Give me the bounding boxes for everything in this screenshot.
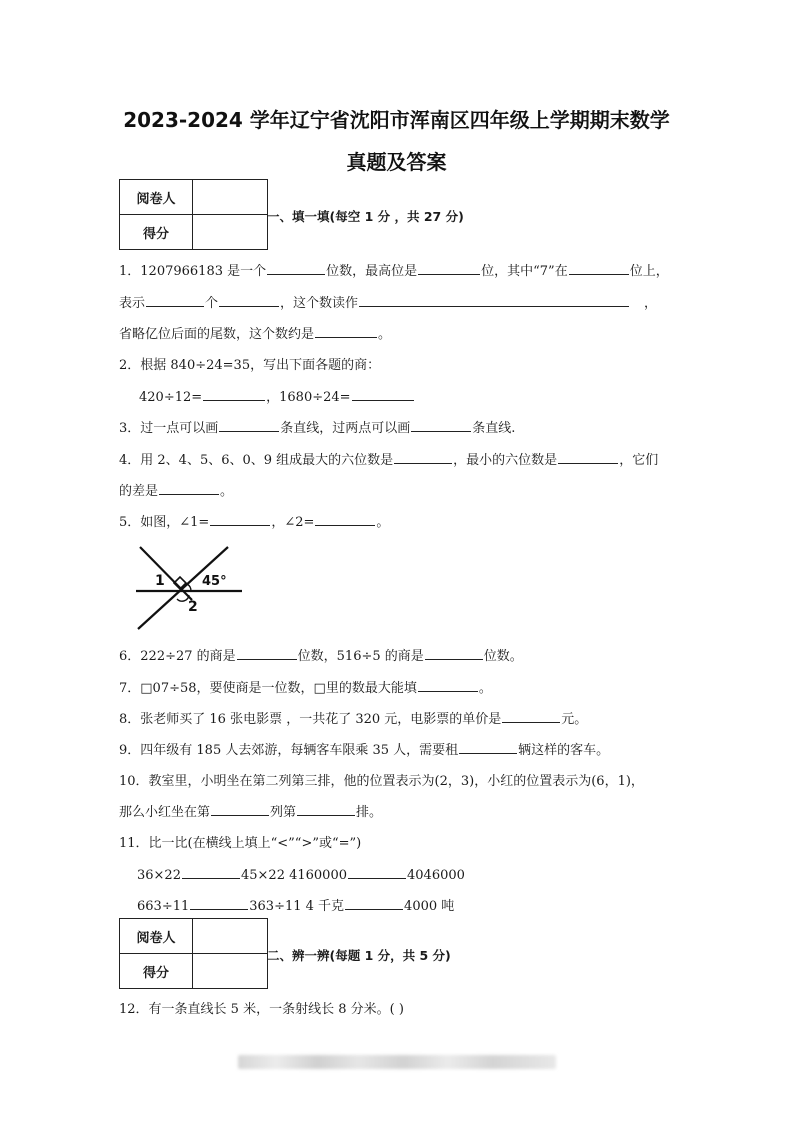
q1-text-i: 省略亿位后面的尾数，这个数约是 xyxy=(119,327,315,342)
q2-blank-1[interactable] xyxy=(203,386,265,401)
section2-title: 二、辨一辨(每题 1 分，共 5 分) xyxy=(267,948,451,963)
q1-blank-reading[interactable] xyxy=(359,292,629,307)
q5-text-c: 。 xyxy=(376,515,390,530)
document-title-line2: 真题及答案 xyxy=(346,150,447,174)
q11-row1 xyxy=(137,864,465,883)
q4-text-e: 。 xyxy=(220,484,234,499)
q1-text-g: ，这个数读作 xyxy=(280,296,359,311)
q6-line xyxy=(119,645,523,664)
q9-text-b: 辆这样的客车。 xyxy=(518,743,610,758)
q9-blank[interactable] xyxy=(459,739,517,754)
q5-text-a: 5．如图，∠1= xyxy=(119,515,210,530)
q12-line: 12．有一条直线长 5 米，一条射线长 8 分米。( ) xyxy=(119,1002,404,1017)
q4-line1 xyxy=(119,449,658,468)
q3-line xyxy=(119,417,515,436)
angle-label-2: 2 xyxy=(188,599,198,615)
q11-row1-b: 45×22 4160000 xyxy=(240,868,347,883)
score-label: 得分 xyxy=(120,215,193,250)
q3-blank-2[interactable] xyxy=(411,417,471,432)
q8-text-a: 8．张老师买了 16 张电影票 ，一共花了 320 元，电影票的单价是 xyxy=(119,712,502,727)
q11-row1-a: 36×22 xyxy=(137,868,181,883)
q11-row2-a: 663÷11 xyxy=(137,899,190,914)
document-title-line1: 2023-2024 学年辽宁省沈阳市浑南区四年级上学期期末数学 xyxy=(123,108,670,132)
q5-blank-angle1[interactable] xyxy=(210,511,270,526)
q1-text-h: ， xyxy=(644,296,658,311)
q1-blank-highest[interactable] xyxy=(418,260,480,275)
q4-text-b: ，最小的六位数是 xyxy=(453,453,558,468)
score-field[interactable] xyxy=(193,215,268,250)
q6-text-b: 位数，516÷5 的商是 xyxy=(297,649,424,664)
q6-blank-2[interactable] xyxy=(425,645,483,660)
q4-blank-max[interactable] xyxy=(394,449,452,464)
q1-blank-seven-place[interactable] xyxy=(569,260,629,275)
q3-blank-1[interactable] xyxy=(219,417,279,432)
q1-text-b: 位数，最高位是 xyxy=(326,264,418,279)
q1-blank-represents[interactable] xyxy=(146,292,204,307)
reviewer-label: 阅卷人 xyxy=(120,180,193,215)
grade-box-section2 xyxy=(119,918,268,989)
q2-text-c: ，1680÷24= xyxy=(266,390,351,405)
q6-text-a: 6．222÷27 的商是 xyxy=(119,649,236,664)
q8-blank[interactable] xyxy=(502,708,560,723)
q10-blank-column[interactable] xyxy=(211,801,269,816)
q4-text-d: 的差是 xyxy=(119,484,159,499)
q10-line2 xyxy=(119,801,382,820)
q5-text-b: ，∠2= xyxy=(271,515,315,530)
q1-line2 xyxy=(119,292,657,311)
q1-blank-digits[interactable] xyxy=(267,260,325,275)
q3-text-b: 条直线，过两点可以画 xyxy=(280,421,411,436)
q4-blank-diff[interactable] xyxy=(159,480,219,495)
q1-text-f: 个 xyxy=(205,296,219,311)
q3-text-a: 3．过一点可以画 xyxy=(119,421,219,436)
q11-row2-b: 363÷11 4 千克 xyxy=(249,899,345,914)
q8-line xyxy=(119,708,587,727)
q11-blank-3[interactable] xyxy=(190,895,248,910)
q1-line1 xyxy=(119,260,669,279)
blurred-footer xyxy=(238,1055,556,1069)
angle-label-1: 1 xyxy=(155,573,165,589)
q4-blank-min[interactable] xyxy=(558,449,618,464)
q11-row1-c: 4046000 xyxy=(407,868,465,883)
q6-blank-1[interactable] xyxy=(237,645,297,660)
section1-title: 一、填一填(每空 1 分 ，共 27 分) xyxy=(267,209,464,224)
score-label-2: 得分 xyxy=(120,954,193,989)
q10-line1: 10．教室里，小明坐在第二列第三排，他的位置表示为(2，3)，小红的位置表示为(6，1)， xyxy=(119,774,644,789)
q2-line2 xyxy=(139,386,415,405)
q11-blank-2[interactable] xyxy=(348,864,406,879)
q3-text-c: 条直线. xyxy=(472,421,516,436)
q11-line1: 11．比一比(在横线上填上“<”“>”或“=”) xyxy=(119,836,362,851)
q5-line xyxy=(119,511,389,530)
q11-row2 xyxy=(137,895,454,914)
q1-blank-approx[interactable] xyxy=(315,323,377,338)
grade-box-section1 xyxy=(119,179,268,250)
q7-line xyxy=(119,677,492,696)
q1-blank-unit[interactable] xyxy=(219,292,279,307)
q11-row2-c: 4000 吨 xyxy=(404,899,455,914)
q7-blank[interactable] xyxy=(418,677,478,692)
q10-blank-row[interactable] xyxy=(297,801,355,816)
q2-blank-2[interactable] xyxy=(352,386,414,401)
q5-blank-angle2[interactable] xyxy=(315,511,375,526)
q1-text-e: 表示 xyxy=(119,296,146,311)
angle-label-45: 45° xyxy=(202,574,227,589)
q1-text-a: 1．1207966183 是一个 xyxy=(119,264,267,279)
q10-text-c: 列第 xyxy=(270,805,297,820)
q4-line2 xyxy=(119,480,233,499)
q7-text-a: 7．□07÷58，要使商是一位数，□里的数最大能填 xyxy=(119,681,417,696)
q10-text-b: 那么小红坐在第 xyxy=(119,805,211,820)
q4-text-a: 4．用 2、4、5、6、0、9 组成最大的六位数是 xyxy=(119,453,394,468)
q11-blank-1[interactable] xyxy=(182,864,240,879)
reviewer-field[interactable] xyxy=(193,180,268,215)
q10-text-d: 排。 xyxy=(356,805,383,820)
q7-text-b: 。 xyxy=(478,681,492,696)
q1-text-c: 位，其中“7”在 xyxy=(481,264,568,279)
q1-text-d: 位上， xyxy=(629,264,669,279)
q1-text-j: 。 xyxy=(378,327,392,342)
q11-blank-4[interactable] xyxy=(345,895,403,910)
reviewer-field-2[interactable] xyxy=(193,919,268,954)
angle-figure xyxy=(134,543,246,633)
q2-text-b: 420÷12= xyxy=(139,390,203,405)
q9-text-a: 9．四年级有 185 人去郊游，每辆客车限乘 35 人，需要租 xyxy=(119,743,459,758)
q6-text-c: 位数。 xyxy=(483,649,523,664)
q8-text-b: 元。 xyxy=(561,712,588,727)
q1-line3 xyxy=(119,323,391,342)
q9-line xyxy=(119,739,609,758)
reviewer-label-2: 阅卷人 xyxy=(120,919,193,954)
q2-line1: 2．根据 840÷24=35，写出下面各题的商： xyxy=(119,358,381,373)
q4-text-c: ，它们 xyxy=(619,453,659,468)
score-field-2[interactable] xyxy=(193,954,268,989)
